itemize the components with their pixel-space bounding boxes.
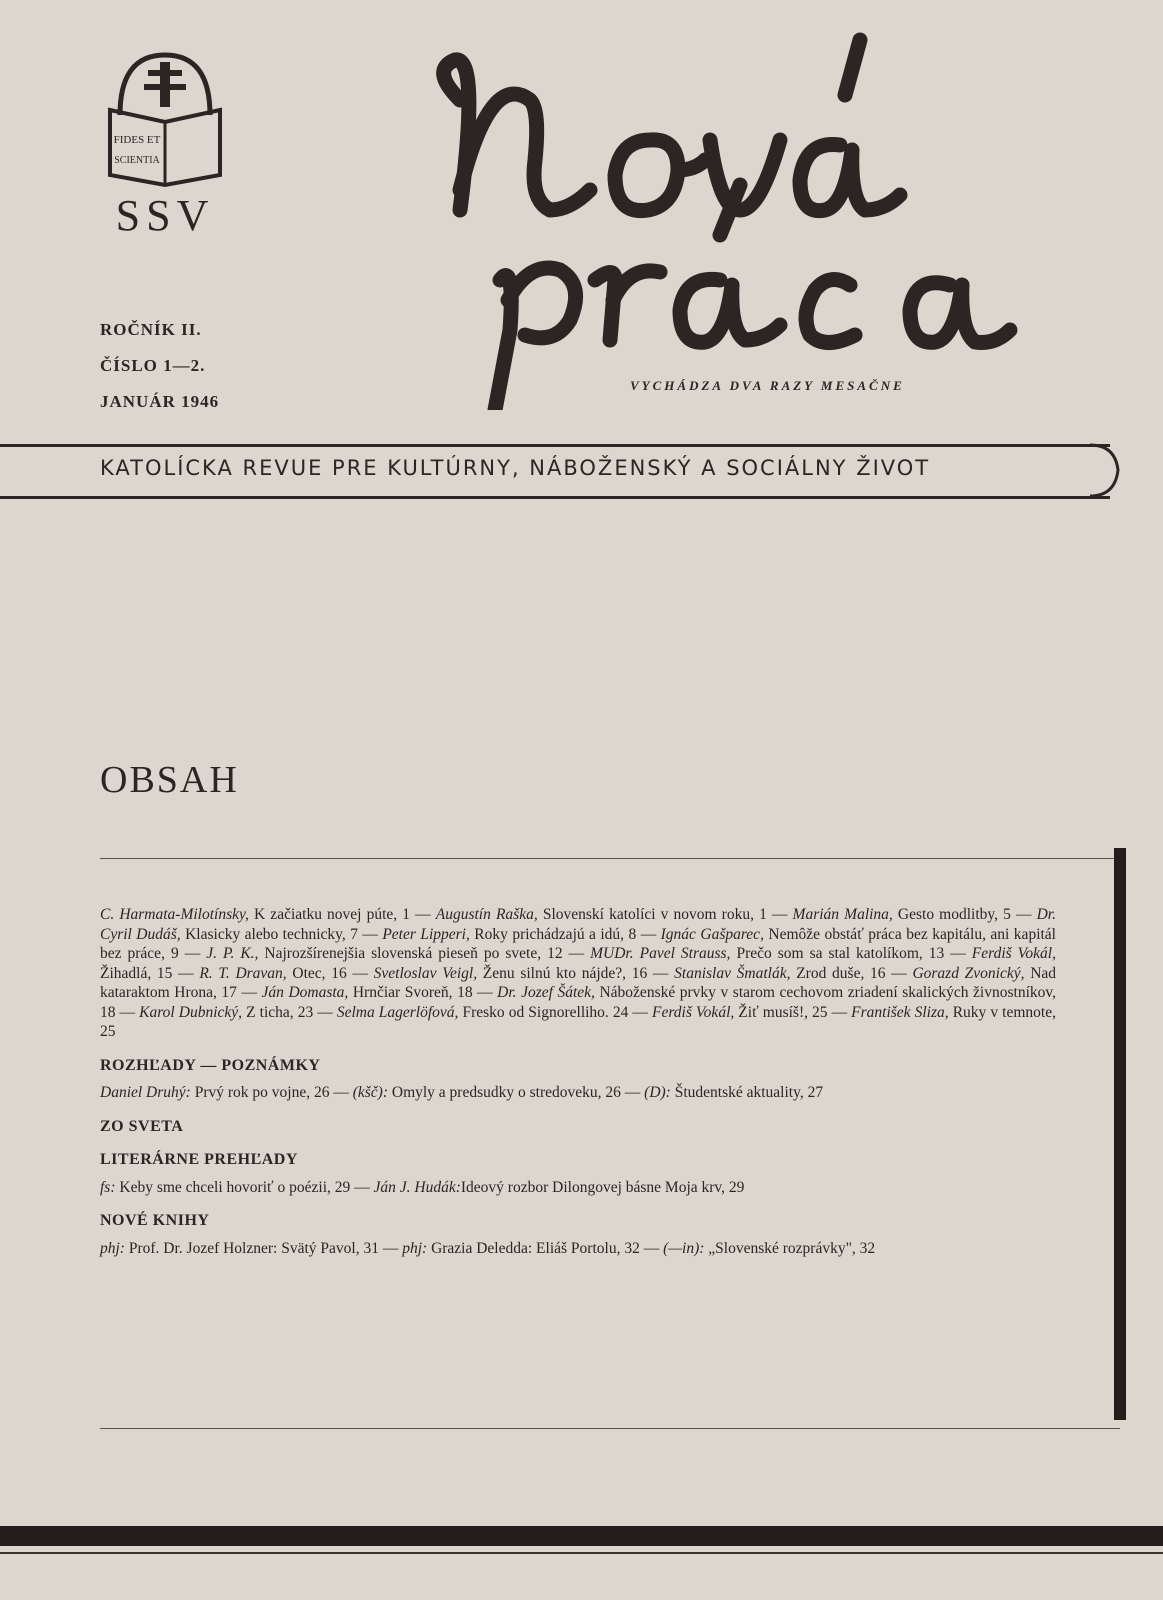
script-logotype	[420, 10, 1140, 410]
entry-author: Karol Dubnický,	[139, 1003, 243, 1021]
entry-title: Nad kataraktom Hrona, 17 —	[100, 964, 1057, 1001]
entry-author: Ján Domasta,	[261, 984, 349, 1001]
contents-rule-bottom	[100, 1428, 1120, 1429]
contents-heading: OBSAH	[100, 759, 239, 801]
subtitle-rule-curve	[1090, 430, 1130, 510]
entry-author: Ferdiš Vokál,	[651, 1003, 735, 1021]
entry-title: Ruky v temnote, 25	[100, 1003, 1056, 1040]
entry-author: Ján J. Hudák:	[373, 1178, 461, 1196]
masthead-title	[420, 10, 1140, 410]
entry-title: Hrnčiar Svoreň, 18 —	[348, 984, 498, 1001]
entry-author: Ignác Gašparec,	[660, 925, 764, 943]
entry-title: Ideový rozbor Dilongovej básne Moja krv, 29	[460, 1178, 745, 1196]
bottom-band	[0, 1526, 1163, 1546]
section-entries	[100, 1178, 1056, 1198]
publisher-logo	[100, 40, 230, 240]
main-entries	[100, 905, 1056, 1042]
contents-rule-top	[100, 858, 1120, 859]
entry-title: Žiť musíš!, 25 —	[734, 1003, 852, 1021]
entry-title: Z ticha, 23 —	[242, 1003, 337, 1021]
date-label: JANUÁR 1946	[100, 392, 220, 411]
entry-author: fs:	[100, 1178, 116, 1196]
entry-author: MUDr. Pavel Strauss,	[590, 945, 731, 962]
entry-title: Fresko od Signorelliho. 24 —	[458, 1003, 652, 1021]
publication-frequency: VYCHÁDZA DVA RAZY MESAČNE	[630, 378, 905, 393]
entry-title: Gesto modlitby, 5 —	[892, 906, 1037, 923]
logo-motto-line2: SCIENTIA	[114, 155, 160, 166]
entry-title: Študentské aktuality, 27	[670, 1084, 824, 1101]
entry-title: Najrozšírenejšia slovenská pieseň po svete, 12 —	[258, 945, 591, 962]
entry-author: Dr. Cyril Dudáš,	[100, 906, 1056, 943]
entry-author: Peter Lipperi,	[382, 925, 470, 943]
entry-title: Prečo som sa stal katolíkom, 13 —	[730, 945, 972, 962]
entry-author: Selma Lagerlöfová,	[336, 1003, 459, 1021]
logo-letters: SSV	[115, 191, 215, 240]
entry-author: Augustín Raška,	[435, 906, 538, 923]
contents-side-bar	[1114, 848, 1126, 1420]
volume-label: ROČNÍK II.	[100, 320, 202, 339]
entry-author: R. T. Dravan,	[199, 964, 287, 982]
entry-author: phj:	[402, 1239, 428, 1257]
entry-title: Slovenskí katolíci v novom roku, 1 —	[537, 906, 793, 923]
entry-author: Dr. Jozef Šátek,	[497, 984, 595, 1001]
entry-author: C. Harmata-Milotínsky,	[100, 906, 249, 923]
entry-title: Náboženské prvky v starom cechovom zriadení skalických živnostníkov, 18 —	[100, 984, 1056, 1021]
entry-author: Marián Malina,	[792, 906, 893, 923]
entry-author: (kšč):	[352, 1084, 388, 1101]
book-cross-emblem-icon	[100, 40, 230, 240]
subtitle-rule-top	[0, 444, 1110, 447]
entry-author: Ferdiš Vokál,	[971, 945, 1056, 962]
section-entries	[100, 1083, 1056, 1103]
entry-author: Daniel Druhý:	[100, 1084, 191, 1101]
entry-author: J. P. K.,	[206, 945, 259, 962]
entry-title: Prof. Dr. Jozef Holzner: Svätý Pavol, 31 —	[124, 1239, 403, 1257]
subtitle-rule-bottom	[0, 496, 1110, 499]
entry-title: Grazia Deledda: Eliáš Portolu, 32 —	[427, 1239, 664, 1257]
section-entries	[100, 1239, 1056, 1259]
contents-sections	[100, 1056, 1056, 1259]
entry-title: Nemôže obstáť práca bez kapitálu, ani kapitál bez práce, 9 —	[100, 925, 1056, 962]
table-of-contents	[100, 905, 1056, 1258]
section-heading: LITERÁRNE PREHĽADY	[100, 1151, 298, 1168]
entry-title: „Slovenské rozprávky", 32	[704, 1239, 876, 1257]
logo-motto-line1: FIDES ET	[113, 134, 161, 146]
entry-title: K začiatku novej púte, 1 —	[248, 906, 436, 923]
entry-title: Ženu silnú kto nájde?, 16 —	[477, 964, 675, 982]
entry-title: Keby sme chceli hovoriť o poézii, 29 —	[115, 1178, 374, 1196]
entry-author: (D):	[644, 1084, 671, 1101]
entry-title: Prvý rok po vojne, 26 —	[190, 1084, 353, 1101]
issue-label: ČÍSLO 1—2.	[100, 356, 206, 375]
entry-author: (—in):	[663, 1239, 705, 1257]
section-heading: NOVÉ KNIHY	[100, 1212, 210, 1229]
bottom-line	[0, 1552, 1163, 1554]
subtitle: KATOLÍCKA REVUE PRE KULTÚRNY, NÁBOŽENSKÝ A SOCIÁLNY ŽIVOT	[100, 456, 931, 480]
section-heading: ROZHĽADY — POZNÁMKY	[100, 1056, 321, 1074]
entry-author: Svetloslav Veigl,	[373, 964, 478, 982]
entry-author: František Sliza,	[851, 1003, 949, 1021]
entry-title: Žihadlá, 15 —	[100, 964, 200, 982]
entry-author: phj:	[100, 1239, 125, 1257]
entry-title: Omyly a predsudky o stredoveku, 26 —	[388, 1084, 645, 1101]
entry-title: Klasicky alebo technicky, 7 —	[180, 925, 383, 943]
entry-title: Otec, 16 —	[286, 964, 374, 982]
entry-title: Roky prichádzajú a idú, 8 —	[469, 925, 661, 943]
entry-author: Gorazd Zvonický,	[912, 964, 1025, 982]
entry-author: Stanislav Šmatlák,	[674, 964, 791, 982]
entry-title: Zrod duše, 16 —	[790, 964, 913, 982]
section-heading: ZO SVETA	[100, 1117, 184, 1135]
